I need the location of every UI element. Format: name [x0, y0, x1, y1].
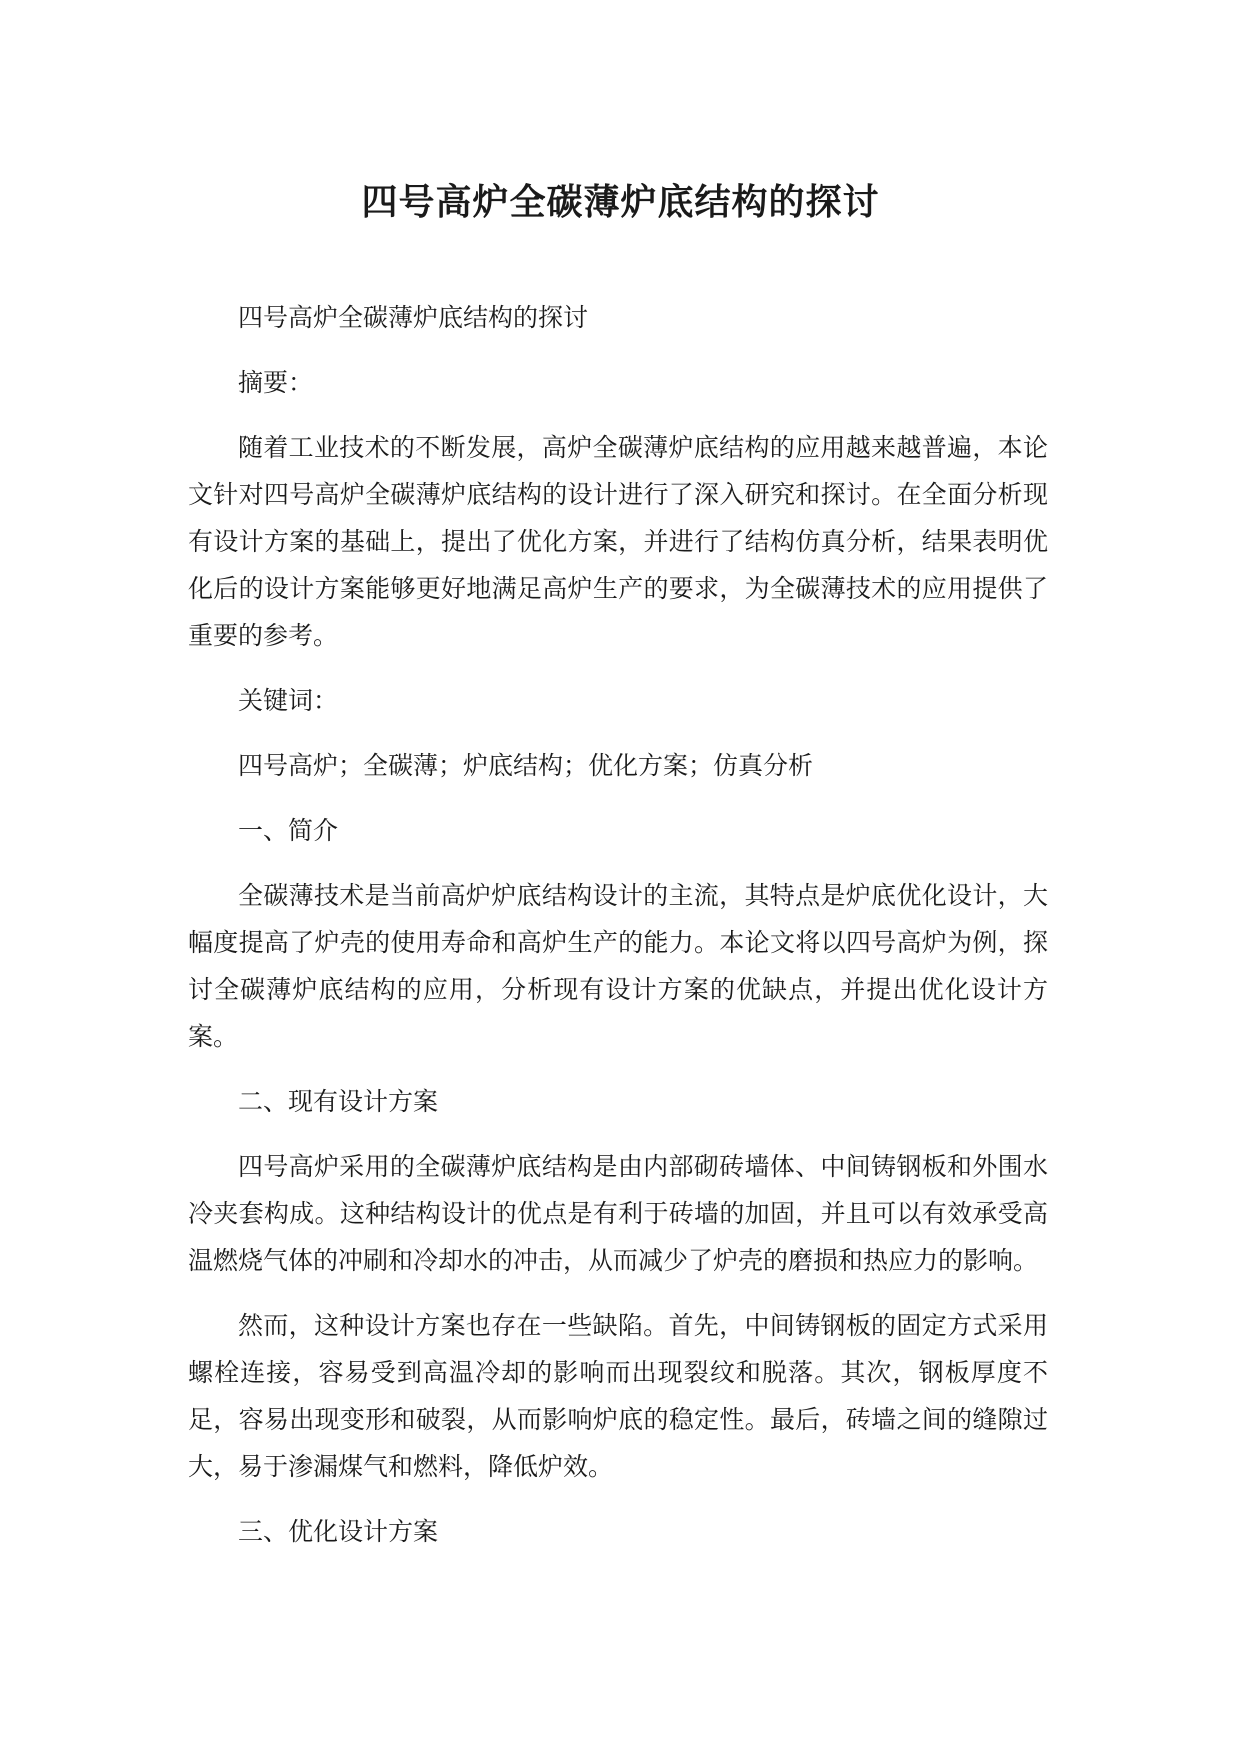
subtitle-paragraph: 四号高炉全碳薄炉底结构的探讨 — [238, 303, 589, 332]
document-body — [188, 294, 1048, 1573]
keywords-heading: 关键词： — [238, 686, 339, 715]
abstract-paragraph: 随着工业技术的不断发展，高炉全碳薄炉底结构的应用越来越普遍，本论文针对四号高炉全碳薄炉底结构的设计进行了深入研究和探讨。在全面分析现有设计方案的基础上，提出了优化方案，并进行了结构仿真分析，结果表明优化后的设计方案能够更好地满足高炉生产的要求，为全碳薄技术的应用提供了重要的参考。 — [188, 433, 1048, 650]
section-heading-intro: 一、简介 — [238, 816, 339, 845]
intro-paragraph: 全碳薄技术是当前高炉炉底结构设计的主流，其特点是炉底优化设计，大幅度提高了炉壳的使用寿命和高炉生产的能力。本论文将以四号高炉为例，探讨全碳薄炉底结构的应用，分析现有设计方案的优缺点，并提出优化设计方案。 — [188, 881, 1048, 1051]
document-title: 四号高炉全碳薄炉底结构的探讨 — [361, 182, 880, 223]
section-heading-existing-design: 二、现有设计方案 — [238, 1087, 439, 1116]
section-heading-optimized-design: 三、优化设计方案 — [238, 1517, 439, 1546]
existing-design-paragraph: 四号高炉采用的全碳薄炉底结构是由内部砌砖墙体、中间铸钢板和外围水冷夹套构成。这种结构设计的优点是有利于砖墙的加固，并且可以有效承受高温燃烧气体的冲刷和冷却水的冲击，从而减少了炉壳的磨损和热应力的影响。 — [188, 1152, 1048, 1275]
defects-paragraph: 然而，这种设计方案也存在一些缺陷。首先，中间铸钢板的固定方式采用螺栓连接，容易受到高温冷却的影响而出现裂纹和脱落。其次，钢板厚度不足，容易出现变形和破裂，从而影响炉底的稳定性。最后，砖墙之间的缝隙过大，易于渗漏煤气和燃料，降低炉效。 — [188, 1311, 1048, 1481]
abstract-heading: 摘要： — [238, 368, 314, 397]
keywords-paragraph: 四号高炉；全碳薄；炉底结构；优化方案；仿真分析 — [238, 751, 814, 780]
